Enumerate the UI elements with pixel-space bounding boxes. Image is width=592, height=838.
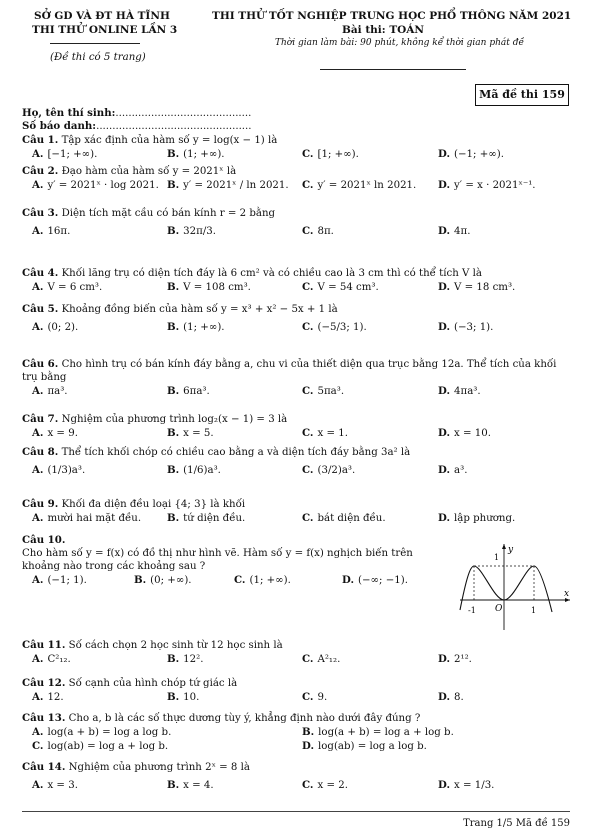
option-d: D. a³. [438,464,468,476]
question-text-continued: khoảng nào trong các khoảng sau ? [22,561,206,572]
option-a: A. C²₁₂. [32,653,71,665]
question-text: Cho hình trụ có bán kính đáy bằng a, chu vi của thiết diện qua trục bằng 12a. Thể tích của khối [61,359,557,370]
option-c: C. x = 1. [302,427,348,439]
candidate-id-line [22,120,252,132]
question-label: Câu 4. [22,267,59,279]
question-10 [22,534,452,588]
option-b: B. (0; +∞). [134,574,192,586]
x-axis-label: x [564,589,570,599]
option-a: A. 16π. [32,225,71,237]
question-1 [22,134,577,162]
question-text-continued: trụ bằng [22,372,67,383]
option-b: B. 12². [167,653,204,665]
option-b: B. V = 108 cm³. [167,281,251,293]
exam-code-box: Mã đề thi 159 [475,84,569,106]
question-13 [22,712,577,754]
question-label: Câu 9. [22,498,59,510]
question-label: Câu 14. [22,761,66,773]
question-4 [22,267,577,295]
question-text: Đạo hàm của hàm số y = 2021ˣ là [61,166,237,177]
question-9 [22,498,577,526]
question-text: Cho a, b là các số thực dương tùy ý, khẳng định nào dưới đây đúng ? [68,713,421,724]
option-d: D. 4πa³. [438,385,481,397]
x-pos-label: 1 [531,606,537,615]
candidate-id-label: Số báo danh: [22,120,97,132]
option-a: A. πa³. [32,385,68,397]
y-axis-label: y [508,545,514,555]
option-b: B. 6πa³. [167,385,210,397]
option-a: A. V = 6 cm³. [32,281,103,293]
option-c: C. y′ = 2021ˣ ln 2021. [302,179,417,191]
option-d: D. y′ = x · 2021ˣ⁻¹. [438,179,536,191]
header-right-rule [320,69,466,70]
y-one-label: 1 [494,553,500,562]
option-c: C. 9. [302,691,328,703]
question-2 [22,165,577,193]
option-d: D. x = 1/3. [438,779,495,791]
exam-title: THI THỬ TỐT NGHIỆP TRUNG HỌC PHỔ THÔNG NĂM 2021 [212,10,572,22]
question-label: Câu 8. [22,446,59,458]
question-text: Nghiệm của phương trình log₂(x − 1) = 3 là [61,414,288,425]
origin-label: O [495,604,503,614]
question-text: Cho hàm số y = f(x) có đồ thị như hình vẽ. Hàm số y = f(x) nghịch biến trên [22,548,413,559]
option-d: D. 4π. [438,225,471,237]
question-7 [22,413,577,441]
option-c: C. bát diện đều. [302,512,386,524]
option-c: C. (3/2)a³. [302,464,356,476]
footer-rule [22,811,570,812]
subject: Bài thi: TOÁN [342,24,425,36]
option-c: C. 8π. [302,225,334,237]
option-a: A. (−1; 1). [32,574,87,586]
option-b: B. x = 4. [167,779,214,791]
option-a: A. log(a + b) = log a log b. [32,726,172,738]
option-b: B. (1/6)a³. [167,464,221,476]
option-d: D. (−3; 1). [438,321,494,333]
option-c: C. (1; +∞). [234,574,291,586]
page-footer: Trang 1/5 Mã đề 159 [463,818,570,829]
option-b: B. y′ = 2021ˣ / ln 2021. [167,179,289,191]
option-a: A. 12. [32,691,64,703]
question-8 [22,446,577,484]
option-d: D. log(ab) = log a log b. [302,740,427,752]
option-c: C. 5πa³. [302,385,345,397]
option-a: A. y′ = 2021ˣ · log 2021. [32,179,159,191]
option-b: B. (1; +∞). [167,148,225,160]
question-label: Câu 6. [22,358,59,370]
question-3 [22,207,577,245]
question-label: Câu 12. [22,677,66,689]
option-a: A. x = 9. [32,427,78,439]
option-c: C. log(ab) = log a + log b. [32,740,169,752]
option-a: A. [−1; +∞). [32,148,98,160]
candidate-id-dots: ................................................ [96,121,252,132]
question-label: Câu 5. [22,303,59,315]
option-a: A. mười hai mặt đều. [32,512,142,524]
question-text: Nghiệm của phương trình 2ˣ = 8 là [68,762,250,773]
question-14 [22,761,577,799]
option-c: C. [1; +∞). [302,148,359,160]
question-text: Số cạnh của hình chóp tứ giác là [68,678,238,689]
question-label: Câu 13. [22,712,66,724]
option-a: A. (1/3)a³. [32,464,86,476]
question-text: Thể tích khối chóp có chiều cao bằng a và diện tích đáy bằng 3a² là [61,447,411,458]
question-12 [22,677,577,705]
option-d: D. x = 10. [438,427,491,439]
question-label: Câu 3. [22,207,59,219]
time-note: Thời gian làm bài: 90 phút, không kể thời gian phát đề [275,38,525,48]
page-count-note: (Đề thi có 5 trang) [50,52,146,63]
x-neg-label: -1 [468,606,476,615]
option-d: D. 8. [438,691,464,703]
option-b: B. 10. [167,691,200,703]
option-b: B. (1; +∞). [167,321,225,333]
question-11 [22,639,577,667]
question-5 [22,303,577,341]
question-6 [22,358,577,399]
option-c: C. V = 54 cm³. [302,281,379,293]
option-d: D. (−∞; −1). [342,574,408,586]
department-name: SỞ GD VÀ ĐT HÀ TĨNH [34,10,170,22]
option-d: D. lập phương. [438,512,516,524]
question-label: Câu 7. [22,413,59,425]
option-b: B. tứ diện đều. [167,512,246,524]
option-b: B. x = 5. [167,427,214,439]
option-a: A. (0; 2). [32,321,79,333]
candidate-name-label: Họ, tên thí sinh: [22,107,116,119]
candidate-name-line [22,107,251,119]
option-b: B. log(a + b) = log a + log b. [302,726,454,738]
option-d: D. 2¹². [438,653,472,665]
question-text: Khối lăng trụ có diện tích đáy là 6 cm² và có chiều cao là 3 cm thì có thể tích V là [61,268,482,279]
question-label: Câu 11. [22,639,66,651]
option-d: D. (−1; +∞). [438,148,504,160]
question-label: Câu 10. [22,534,66,546]
option-d: D. V = 18 cm³. [438,281,516,293]
option-c: C. (−5/3; 1). [302,321,367,333]
question-label: Câu 1. [22,134,59,146]
question-text: Khoảng đồng biến của hàm số y = x³ + x² − 5x + 1 là [61,304,338,315]
question-text: Tập xác định của hàm số y = log(x − 1) là [61,135,278,146]
question-text: Số cách chọn 2 học sinh từ 12 học sinh là [68,640,283,651]
candidate-name-dots: .......................................... [115,108,252,119]
y-axis-arrow [502,544,506,549]
option-a: A. x = 3. [32,779,78,791]
exam-round: THI THỬ ONLINE LẦN 3 [32,24,178,36]
question-text: Khối đa diện đều loại {4; 3} là khối [61,499,246,510]
question-label: Câu 2. [22,165,59,177]
header-left-rule [50,43,140,44]
option-c: C. A²₁₂. [302,653,341,665]
option-b: B. 32π/3. [167,225,216,237]
question-text: Diện tích mặt cầu có bán kính r = 2 bằng [61,208,276,219]
function-graph [458,540,574,632]
option-c: C. x = 2. [302,779,348,791]
